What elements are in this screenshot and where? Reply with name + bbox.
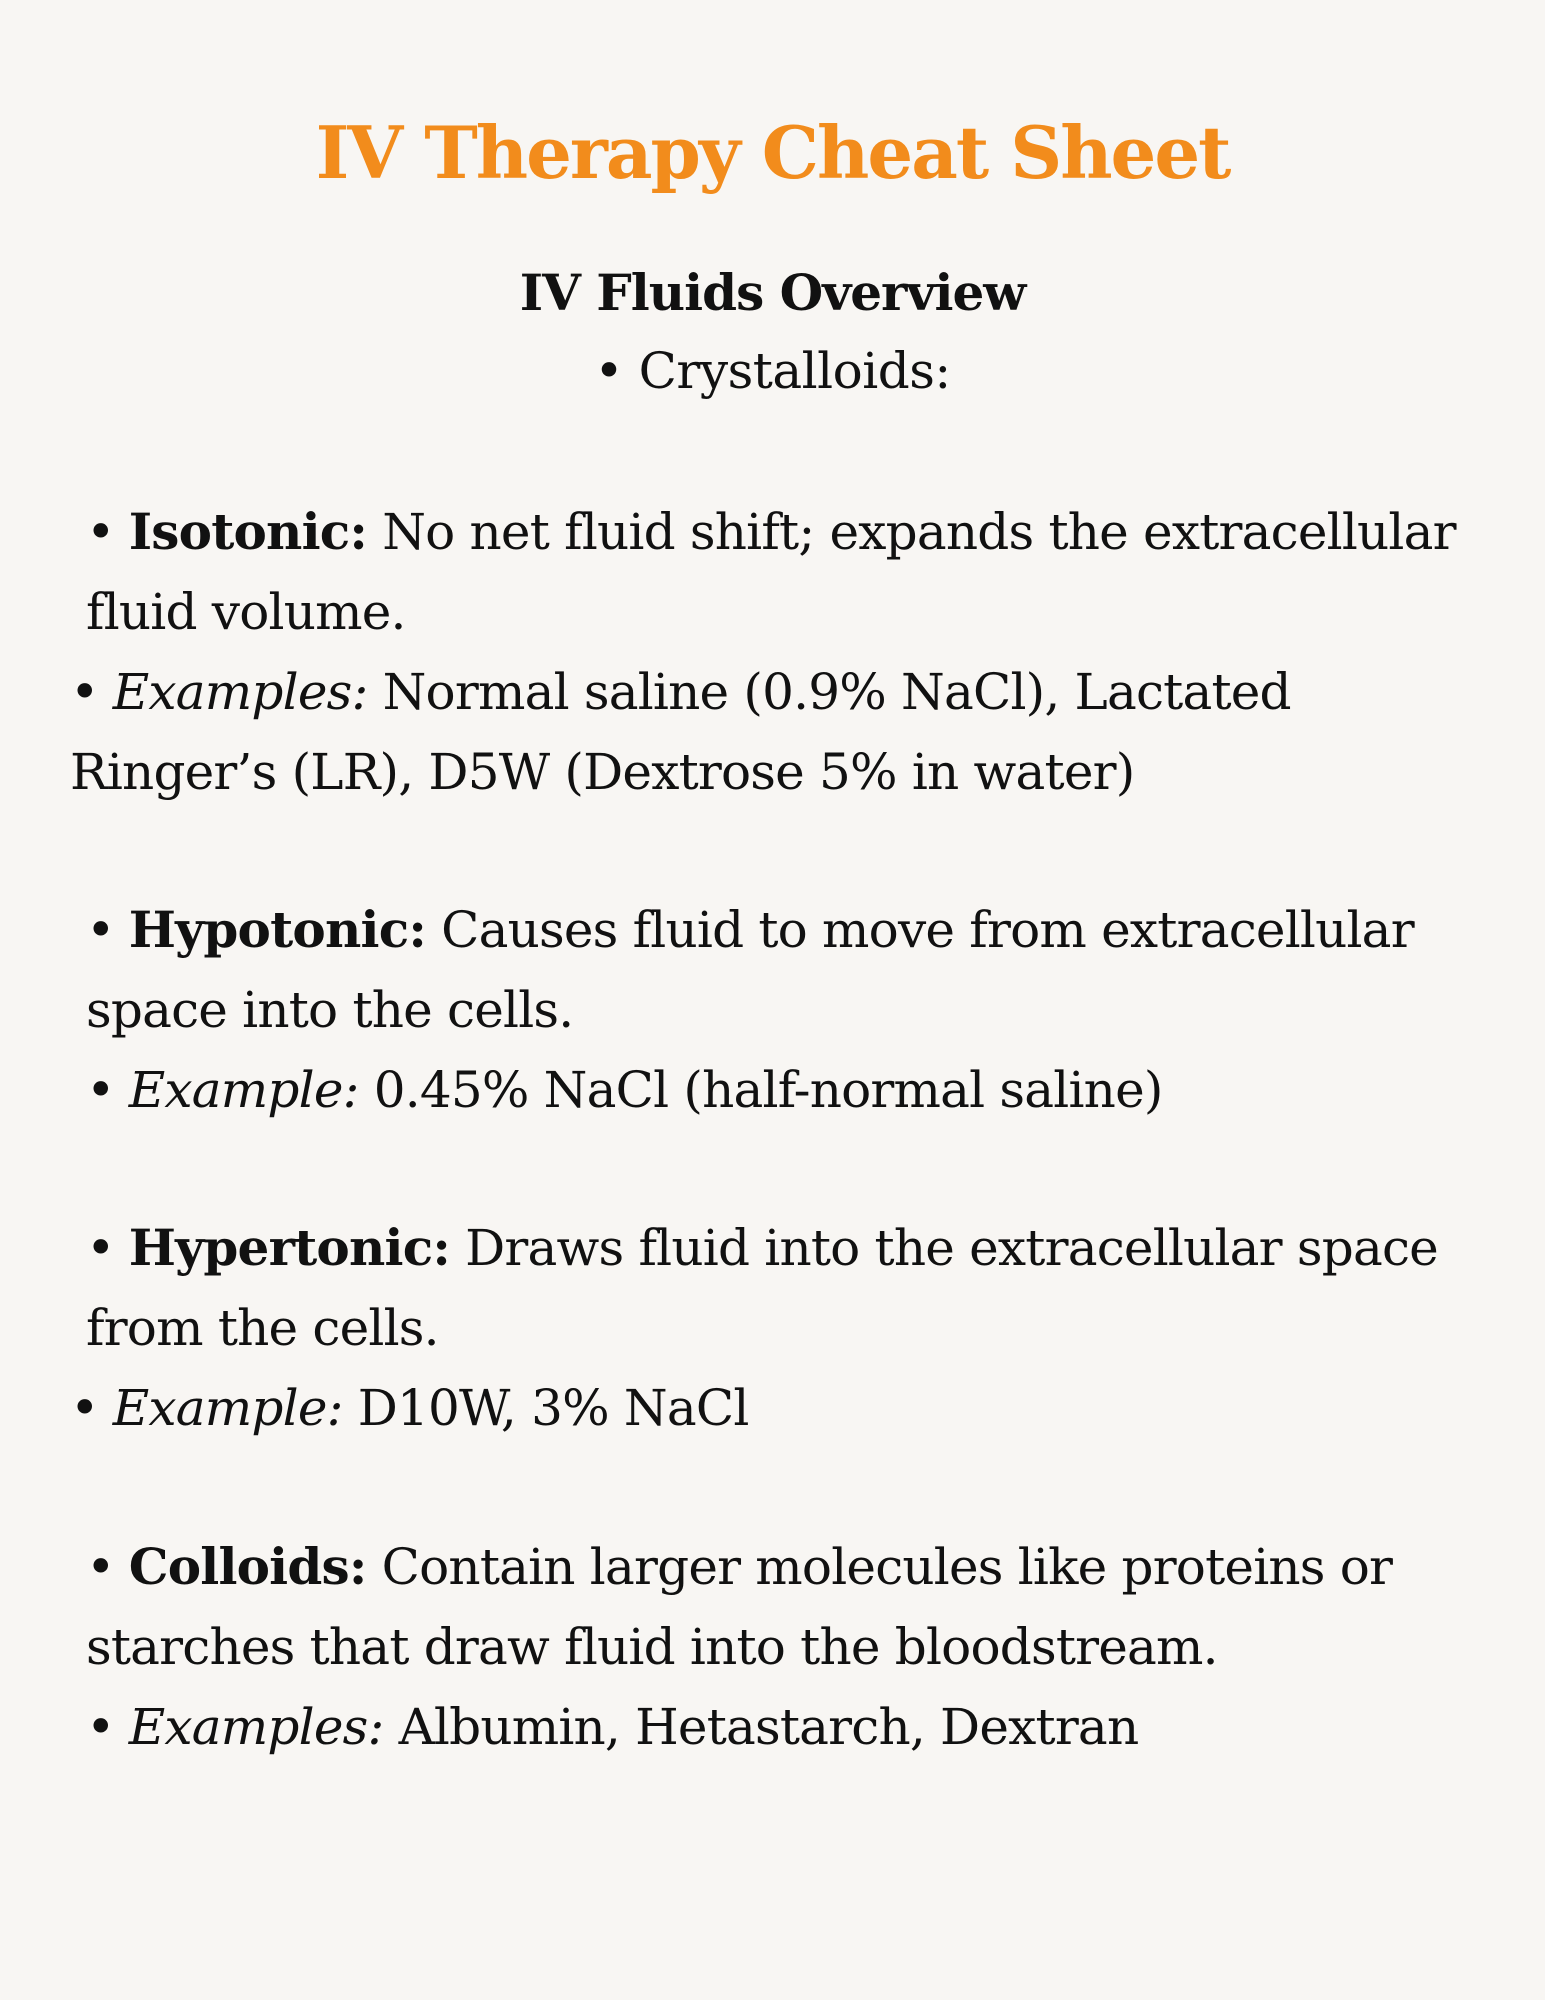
hypertonic-section [70, 1208, 1490, 1448]
bullet-icon: • [86, 1219, 115, 1277]
bullet-icon: • [594, 342, 624, 400]
page-title: IV Therapy Cheat Sheet [315, 110, 1230, 195]
isotonic-term: Isotonic: [128, 502, 368, 561]
hypertonic-description [70, 1208, 1490, 1368]
hypertonic-term: Hypertonic: [128, 1218, 451, 1277]
colloids-examples [70, 1687, 1490, 1767]
hypotonic-examples [70, 1050, 1490, 1130]
colloids-section [70, 1527, 1490, 1767]
hypertonic-examples [70, 1368, 1490, 1448]
isotonic-section [70, 492, 1490, 812]
bullet-icon: • [86, 1698, 115, 1756]
hypotonic-text: Causes fluid to move from extracellular space into the cells. [86, 901, 1414, 1039]
hypertonic-example-label: Example: [112, 1379, 343, 1437]
crystalloids-label: Crystalloids: [638, 342, 951, 400]
isotonic-description [70, 492, 1490, 652]
hypotonic-description [70, 890, 1490, 1050]
hypertonic-text: Draws fluid into the extracellular space from the cells. [86, 1219, 1438, 1357]
isotonic-text: No net fluid shift; expands the extracellular fluid volume. [86, 503, 1456, 641]
colloids-example-label: Examples: [128, 1698, 384, 1756]
bullet-icon: • [86, 1538, 115, 1596]
bullet-icon: • [70, 1379, 99, 1437]
hypertonic-example-text: D10W, 3% NaCl [357, 1379, 749, 1437]
isotonic-example-text: Normal saline (0.9% NaCl), Lactated Ringer’s (LR), D5W (Dextrose 5% in water) [70, 663, 1291, 801]
hypotonic-example-label: Example: [128, 1061, 359, 1119]
hypotonic-example-text: 0.45% NaCl (half-normal saline) [373, 1061, 1163, 1119]
bullet-icon: • [86, 1061, 115, 1119]
colloids-term: Colloids: [128, 1537, 367, 1596]
isotonic-example-label: Examples: [112, 663, 368, 721]
isotonic-examples [70, 652, 1490, 812]
bullet-icon: • [86, 901, 115, 959]
bullet-icon: • [70, 663, 99, 721]
section-heading: IV Fluids Overview [519, 263, 1026, 322]
crystalloids-heading [0, 340, 1545, 402]
hypotonic-term: Hypotonic: [128, 900, 427, 959]
colloids-example-text: Albumin, Hetastarch, Dextran [398, 1698, 1139, 1756]
colloids-description [70, 1527, 1490, 1687]
hypotonic-section [70, 890, 1490, 1130]
colloids-text: Contain larger molecules like proteins or starches that draw fluid into the bloodstream. [86, 1538, 1393, 1676]
bullet-icon: • [86, 503, 115, 561]
